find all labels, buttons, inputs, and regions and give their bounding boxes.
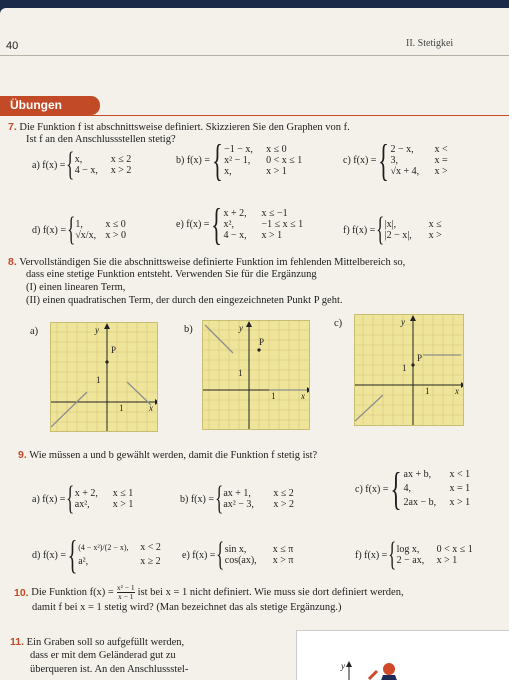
section-banner: Übungen [0, 96, 100, 115]
x-unit-label: 1 [425, 386, 430, 396]
ex10-line2: damit f bei x = 1 stetig wird? (Man bezeichnet das als stetige Ergänzung.) [32, 602, 342, 613]
ex8-graph-a [50, 322, 158, 432]
rider-head-icon [383, 663, 395, 675]
ex9-d-formula: d) f(x) = { (4 − x²)/(2 − x), x < 2 a², x ≥ 2 [32, 532, 161, 577]
x-unit-label: 1 [271, 391, 276, 401]
ex7-b-formula: b) f(x) = { −1 − x, x ≤ 0 x² − 1, 0 < x ≤ 1 x, x > 1 [176, 135, 303, 185]
ex7-f-formula: f) f(x) = { |x|, x ≤ |2 − x|, x > [343, 211, 442, 248]
y-axis-label: y [239, 323, 243, 333]
ex11-line2: dass er mit dem Geländerad gut zu [30, 650, 176, 661]
ex7-d-formula: d) f(x) = { 1, x ≤ 0 √x/x, x > 0 [32, 211, 126, 248]
ex8-item2: (II) einen quadratischen Term, der durch den eingezeichneten Punkt P geht. [26, 295, 343, 306]
ex10-number: 10. [14, 586, 29, 599]
ex11-number: 11. [10, 636, 25, 648]
ex10-fraction: $\frac{\text{x² − 1}}{x - 1}$ [116, 583, 135, 601]
running-head: II. Stetigkei [406, 38, 454, 49]
ex9-line1: 9. Wie müssen a und b gewählt werden, damit die Funktion f stetig ist? [18, 449, 318, 461]
x-axis-label: x [301, 391, 305, 401]
ex8-item1: (I) einen linearen Term, [26, 282, 126, 293]
y-unit-label: 1 [238, 368, 243, 378]
point-p-label: P [417, 353, 423, 363]
ex9-c-formula: c) f(x) = { ax + b, x < 1 4, x = 1 2ax − b, x > 1 [355, 463, 471, 514]
rider-body-icon [377, 675, 401, 680]
point-p-label: P [259, 337, 265, 347]
section-rule [0, 115, 509, 116]
ex8-graph-a-label: a) [30, 326, 39, 337]
ex9-f-formula: f) f(x) = { log x, 0 < x ≤ 1 2 − ax, x > 1 [355, 536, 473, 573]
page-number: 40 [6, 40, 19, 52]
ex8-line2: dass eine stetige Funktion entsteht. Verwenden Sie für die Ergänzung [26, 269, 317, 280]
header-divider [0, 55, 509, 56]
ex8-graph-b-label: b) [184, 324, 193, 335]
ex8-graph-c-label: c) [334, 318, 343, 329]
ex9-number: 9. [18, 449, 27, 461]
ex7-a-formula: a) f(x) = { x, x ≤ 2 4 − x, x > 2 [32, 146, 132, 183]
ex11-figure [296, 630, 509, 680]
ex9-b-formula: b) f(x) = { ax + 1, x ≤ 2 ax² − 3, x > 2 [180, 480, 294, 517]
y-axis-label: y [341, 661, 345, 671]
y-unit-label: 1 [402, 363, 407, 373]
ex7-c-formula: c) f(x) = { 2 − x, x < 3, x = √x + 4, x > [343, 135, 448, 185]
ex7-line2: Ist f an den Anschlussstellen stetig? [26, 134, 176, 145]
x-unit-label: 1 [119, 403, 124, 413]
ex8-graph-b [202, 320, 310, 430]
point-p-label: P [111, 345, 117, 355]
ex9-a-formula: a) f(x) = { x + 2, x ≤ 1 ax², x > 1 [32, 480, 134, 517]
y-unit-label: 1 [96, 375, 101, 385]
ex7-number: 7. [8, 121, 17, 133]
x-axis-label: x [455, 386, 459, 396]
ex7-line1: 7. Die Funktion f ist abschnittsweise definiert. Skizzieren Sie den Graphen von f. [8, 121, 350, 133]
y-axis-label: y [401, 317, 405, 327]
textbook-page [0, 8, 509, 680]
ex8-line1: 8. Vervollständigen Sie die abschnittsweise definierte Funktion im fehlenden Mittelbereich so, [8, 256, 406, 268]
y-axis-label: y [95, 325, 99, 335]
ex9-e-formula: e) f(x) = { sin x, x ≤ π cos(ax), x > π [182, 536, 294, 573]
ex11-line1: 11. Ein Graben soll so aufgefüllt werden, [10, 636, 185, 648]
ex11-line3: überqueren ist. An den Anschlussstel- [30, 664, 189, 675]
ex8-graph-c [354, 314, 464, 426]
ex7-e-formula: e) f(x) = { x + 2, x ≤ −1 x², −1 ≤ x ≤ 1 4 − x, x > 1 [176, 199, 304, 249]
ex8-number: 8. [8, 256, 17, 268]
x-axis-label: x [149, 403, 153, 413]
ex10-line1: 10. Die Funktion f(x) = $\frac{\text{x² − 1}}{x - 1}$ ist bei x = 1 nicht definiert. Wie muss sie dort definiert werden, [14, 583, 404, 601]
